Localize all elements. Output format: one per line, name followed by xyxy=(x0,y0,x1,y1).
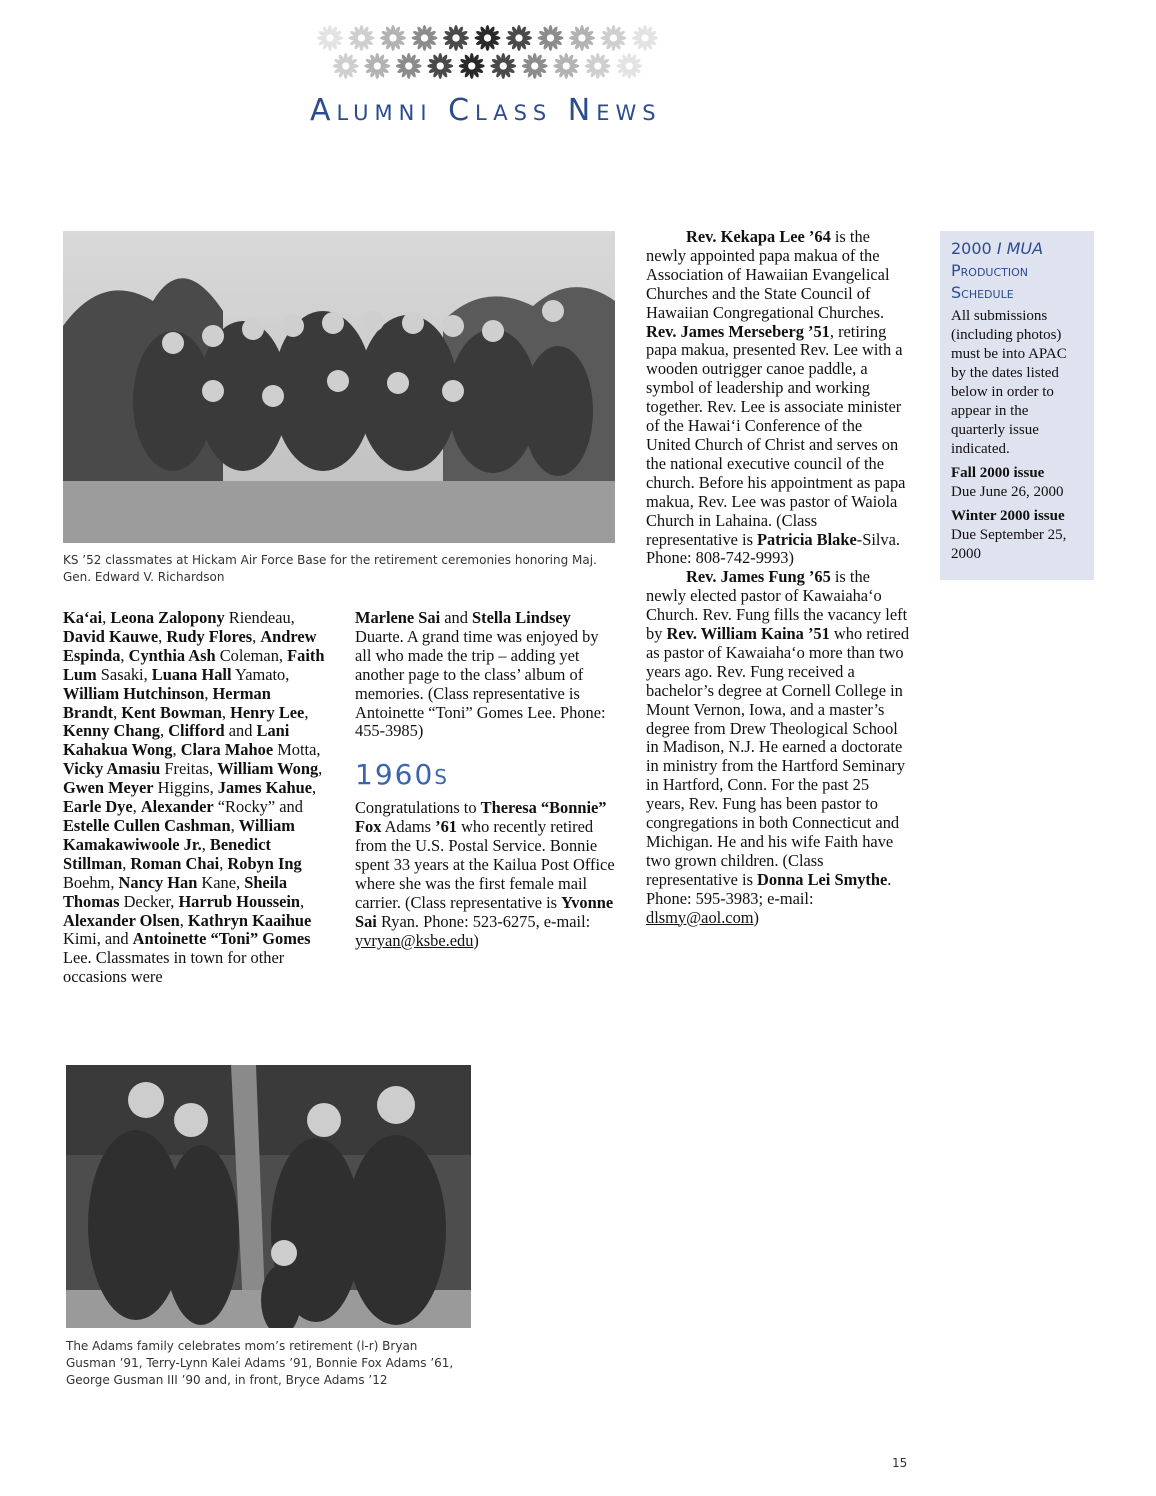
text: , xyxy=(312,778,317,798)
flower-icon xyxy=(396,53,422,79)
name: Lani Kahakua Wong xyxy=(63,721,290,760)
name: Leona Zalopony xyxy=(110,608,225,627)
name: Herman Brandt xyxy=(63,683,271,722)
text: Boehm, xyxy=(63,872,119,892)
publication-name: I MUA xyxy=(996,239,1044,258)
sidebar-subtitle: Production Schedule xyxy=(951,261,1029,302)
name: Marlene Sai xyxy=(355,608,441,627)
name: Sheila Thomas xyxy=(63,872,288,911)
article-column-3 xyxy=(646,228,910,928)
text: Ryan. Phone: 523-6275, e-mail: xyxy=(376,911,591,931)
name: Nancy Han xyxy=(118,872,198,892)
group-photo-icon xyxy=(63,231,615,543)
schedule-due-date: Due June 26, 2000 xyxy=(951,484,1064,500)
name: Kathryn Kaaihue xyxy=(187,910,312,930)
text: Kimi, and xyxy=(63,929,133,949)
text: ) xyxy=(473,930,479,950)
name: Rev. James Merseberg ’51 xyxy=(646,321,830,341)
name: Rudy Flores xyxy=(166,626,253,646)
flower-icon xyxy=(632,25,658,51)
text: , xyxy=(122,853,131,873)
text: , xyxy=(304,702,309,722)
text: , xyxy=(113,702,122,722)
flower-icon xyxy=(569,25,595,51)
class-1965-news xyxy=(646,568,910,927)
decade-number: 1960 xyxy=(355,758,435,792)
schedule-due-date: Due September 25, 2000 xyxy=(951,527,1067,562)
name: Harrub Houssein xyxy=(178,891,301,911)
name: Clifford xyxy=(168,721,225,741)
name: Robyn Ing xyxy=(227,853,302,873)
text: , xyxy=(160,721,169,741)
name: David Kauwe xyxy=(63,626,159,646)
flower-icon xyxy=(506,25,532,51)
name: Roman Chai xyxy=(130,853,220,873)
sidebar-year: 2000 xyxy=(951,239,992,258)
decade-heading xyxy=(355,759,617,793)
flower-ornament xyxy=(312,22,662,86)
name: William Kamakawiwoole Jr. xyxy=(63,815,295,854)
flower-icon xyxy=(459,53,485,79)
text: Riendeau, xyxy=(224,608,295,627)
text: . Phone: 595-3983; e-mail: xyxy=(646,869,892,908)
sidebar-intro: All submissions (including photos) must be into APAC by the dates listed below in order to appear in the quarterly issue indicated. xyxy=(951,308,1067,457)
text: is the newly appointed papa makua of the Association of Hawaiian Evangelical Churches and the State Council of Hawaiian Congregational Churches. xyxy=(646,227,890,322)
name: Rev. William Kaina ’51 xyxy=(666,624,830,644)
name: Earle Dye xyxy=(63,797,133,817)
name: Cynthia Ash xyxy=(128,645,216,665)
flower-icon xyxy=(522,53,548,79)
text: , xyxy=(102,608,111,627)
decade-suffix: S xyxy=(434,765,449,790)
text: Coleman, xyxy=(215,645,288,665)
text: and xyxy=(224,721,257,741)
sidebar-title xyxy=(951,238,1084,304)
photo-caption: KS ’52 classmates at Hickam Air Force Base for the retirement ceremonies honoring Maj. Gen. Edward V. Richardson xyxy=(63,553,597,584)
family-photo xyxy=(66,1065,471,1328)
name: Antoinette “Toni” Gomes xyxy=(132,929,311,949)
class-1964-news xyxy=(646,228,910,568)
flower-icon xyxy=(475,25,501,51)
text: Freitas, xyxy=(160,759,218,779)
text: , xyxy=(230,815,239,835)
email-link[interactable]: dlsmy@aol.com xyxy=(646,907,754,927)
flower-icon xyxy=(427,53,453,79)
name: Kent Bowman xyxy=(121,702,222,722)
text: Yamato, xyxy=(231,664,290,684)
family-photo-icon xyxy=(66,1065,471,1328)
flower-icon xyxy=(317,25,343,51)
flower-icon xyxy=(538,25,564,51)
text: , xyxy=(300,891,305,911)
text: “Rocky” and xyxy=(213,797,303,817)
text: Kane, xyxy=(197,872,245,892)
text: who recently retired from the U.S. Postal Service. Bonnie spent 33 years at the Kailua Post Office where she was the first female mail carrier. (Class representative is xyxy=(355,817,615,912)
name: Estelle Cullen Cashman xyxy=(63,815,231,835)
text: , xyxy=(120,645,129,665)
text: , xyxy=(201,834,210,854)
text: Adams xyxy=(381,817,436,837)
text: , xyxy=(318,759,323,779)
text: , retiring papa makua, presented Rev. Lee with a wooden outrigger canoe paddle, a symbol of leadership and working together. Rev. Lee is associate minister of the Hawai‘i Conference of the United Church of Christ and serves on the national executive council of the church. Before his appointment as papa makua, Rev. Lee was pastor of Waiola Church in Lahaina. (Class representative is xyxy=(646,321,906,549)
text: Higgins, xyxy=(153,778,218,798)
text: , xyxy=(158,626,167,646)
class-year: ’61 xyxy=(435,817,457,837)
text: , xyxy=(252,626,261,646)
text: , xyxy=(219,853,228,873)
flower-icon xyxy=(490,53,516,79)
schedule-issue: Fall 2000 issue xyxy=(951,465,1045,481)
flower-icon xyxy=(412,25,438,51)
page-number: 15 xyxy=(892,1456,908,1470)
flower-icon xyxy=(380,25,406,51)
name: William Wong xyxy=(217,759,319,779)
name: Andrew Espinda xyxy=(63,626,317,665)
article-column-2 xyxy=(355,609,617,951)
class-1961-news xyxy=(355,799,617,950)
flower-icon xyxy=(616,53,642,79)
group-photo xyxy=(63,231,615,543)
name: Kenny Chang xyxy=(63,721,161,741)
text: , xyxy=(179,910,188,930)
name: Ka‘ai xyxy=(63,608,103,627)
name: Luana Hall xyxy=(151,664,232,684)
schedule-issue: Winter 2000 issue xyxy=(951,508,1065,524)
article-column-1 xyxy=(63,609,329,987)
flower-icon xyxy=(333,53,359,79)
text: -Silva. Phone: 808-742-9993) xyxy=(646,529,900,568)
text: Motta, xyxy=(273,740,321,760)
name: Gwen Meyer xyxy=(63,778,154,798)
text: Congratulations to xyxy=(355,798,481,818)
text: , xyxy=(221,702,231,722)
production-schedule-sidebar xyxy=(940,231,1094,580)
name: Faith Lum xyxy=(63,645,325,684)
name: Patricia Blake xyxy=(757,529,857,549)
photo-caption: The Adams family celebrates mom’s retirement (l-r) Bryan Gusman ’91, Terry-Lynn Kalei Adams ’91, Bonnie Fox Adams ’61, George Gusman III ’90 and, in front, Bryce Adams ’12 xyxy=(66,1339,454,1387)
name: William Hutchinson xyxy=(63,683,205,703)
name: Rev. James Fung ’65 xyxy=(686,567,831,587)
flower-icon xyxy=(443,25,469,51)
flower-icon xyxy=(601,25,627,51)
text: , xyxy=(172,740,181,760)
text: Sasaki, xyxy=(96,664,152,684)
text: who retired as pastor of Kawaiaha‘o more than two years ago. Rev. Fung received a bachelor’s degree at Cornell College in Mount Vernon, Iowa, and a master’s degree from Drew Theological School in Madison, N.J. He earned a doctorate in ministry from the Hartford Seminary in Hartford, Conn. For the past 25 years, Rev. Fung has been pastor to congregations in both Connecticut and Michigan. He and his wife Faith have two grown children. (Class representative is xyxy=(646,624,910,889)
name: Henry Lee xyxy=(230,702,305,722)
section-title: Alumni Class News xyxy=(310,93,662,128)
text: , xyxy=(132,797,141,817)
text: Lee. Classmates in town for other occasions were xyxy=(63,948,285,987)
class-1952-attendee-list xyxy=(63,609,329,987)
text: , xyxy=(204,683,213,703)
flower-icon xyxy=(349,25,375,51)
flower-icon xyxy=(553,53,579,79)
name: Vicky Amasiu xyxy=(63,759,161,779)
text: Decker, xyxy=(119,891,179,911)
text: and xyxy=(440,608,472,627)
name: Benedict Stillman xyxy=(63,834,271,873)
name: Donna Lei Smythe xyxy=(757,869,888,889)
name: Theresa “Bonnie” Fox xyxy=(355,798,607,837)
text: Duarte. A grand time was enjoyed by all who made the trip – adding yet another page to the class’ album of memories. (Class representative is Antoinette “Toni” Gomes Lee. Phone: 455-3985) xyxy=(355,626,606,741)
name: Stella Lindsey xyxy=(472,608,571,627)
name: Rev. Kekapa Lee ’64 xyxy=(686,227,831,246)
name: James Kahue xyxy=(217,778,313,798)
name: Alexander xyxy=(140,797,214,817)
text: ) xyxy=(753,907,759,927)
name: Alexander Olsen xyxy=(63,910,180,930)
email-link[interactable]: yvryan@ksbe.edu xyxy=(355,930,474,950)
flower-ornament-row-icon xyxy=(317,25,658,79)
name: Clara Mahoe xyxy=(180,740,274,760)
flower-icon xyxy=(364,53,390,79)
name: Yvonne Sai xyxy=(355,892,614,931)
flower-icon xyxy=(585,53,611,79)
text: is the newly elected pastor of Kawaiaha‘o Church. Rev. Fung fills the vacancy left by xyxy=(646,567,908,644)
class-1952-continued xyxy=(355,609,617,741)
